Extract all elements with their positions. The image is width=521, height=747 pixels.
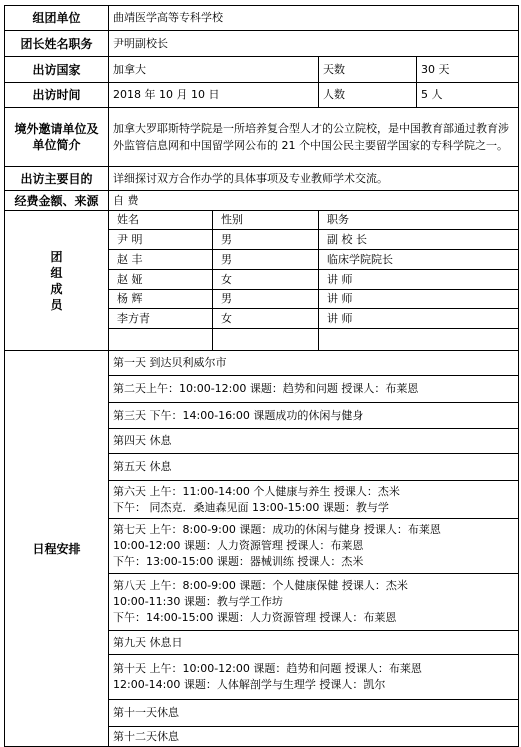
schedule-line: 第十一天休息 xyxy=(113,706,179,719)
member-name: 赵 丰 xyxy=(109,250,213,270)
member-gender xyxy=(213,329,319,351)
schedule-line: 10:00-11:30 课题：教与学工作坊 xyxy=(113,595,283,608)
schedule-line: 第四天 休息 xyxy=(113,434,172,447)
time-label: 出访时间 xyxy=(5,83,109,108)
country-value: 加拿大 xyxy=(109,57,319,83)
purpose-label: 出访主要目的 xyxy=(5,167,109,191)
members-label-char: 成 xyxy=(50,281,63,296)
member-name: 杨 辉 xyxy=(109,290,213,309)
purpose-value: 详细探讨双方合作办学的具体事项及专业教师学术交流。 xyxy=(109,167,519,191)
days-label: 天数 xyxy=(319,57,417,83)
schedule-line: 第十天 上午：10:00-12:00 课题：趋势和问题 授课人：布莱恩 xyxy=(113,662,422,675)
member-title: 讲 师 xyxy=(319,270,519,290)
member-gender: 男 xyxy=(213,250,319,270)
member-name: 尹 明 xyxy=(109,230,213,250)
funding-label: 经费金额、来源 xyxy=(5,191,109,211)
days-value: 30 天 xyxy=(417,57,519,83)
schedule-line: 第三天 下午：14:00-16:00 课题成功的休闲与健身 xyxy=(113,408,364,422)
member-name: 赵 娅 xyxy=(109,270,213,290)
schedule-line: 第六天 上午：11:00-14:00 个人健康与养生 授课人：杰米 xyxy=(113,484,400,498)
members-header-name: 姓名 xyxy=(109,211,213,230)
schedule-day-1 xyxy=(109,351,519,376)
people-value: 5 人 xyxy=(417,83,519,108)
country-label: 出访国家 xyxy=(5,57,109,83)
schedule-line: 下午： 同杰克．桑迪森见面 13:00-15:00 课题：教与学 xyxy=(113,500,389,514)
schedule-line: 下午：13:00-15:00 课题：器械训练 授课人：杰米 xyxy=(113,555,364,568)
members-label-char: 组 xyxy=(50,265,63,280)
schedule-line: 第八天 上午：8:00-9:00 课题：个人健康保健 授课人：杰米 xyxy=(113,579,408,592)
schedule-day-8 xyxy=(109,574,519,631)
members-header-title: 职务 xyxy=(319,211,519,230)
members-label-char: 员 xyxy=(50,297,63,312)
people-label: 人数 xyxy=(319,83,417,108)
time-value: 2018 年 10 月 10 日 xyxy=(109,83,319,108)
member-gender: 男 xyxy=(213,290,319,309)
schedule-label: 日程安排 xyxy=(5,351,109,747)
schedule-day-10 xyxy=(109,655,519,700)
member-gender: 男 xyxy=(213,230,319,250)
leader-value: 尹明副校长 xyxy=(109,31,519,57)
schedule-line: 第二天上午：10:00-12:00 课题：趋势和问题 授课人：布莱恩 xyxy=(113,382,419,395)
inviter-text: 加拿大罗耶斯特学院是一所培养复合型人才的公立院校，是中国教育部通过教育涉外监管信息网和中国留学网公布的 21 个中国公民主要留学国家的专科学院之一。 xyxy=(113,122,509,152)
schedule-line: 第七天 上午：8:00-9:00 课题：成功的休闲与健身 授课人：布莱恩 xyxy=(113,523,441,536)
schedule-line: 第五天 休息 xyxy=(113,460,172,473)
schedule-line: 10:00-12:00 课题：人力资源管理 授课人：布莱恩 xyxy=(113,539,364,552)
inviter-label: 境外邀请单位及单位简介 xyxy=(5,108,109,167)
member-gender: 女 xyxy=(213,270,319,290)
leader-label: 团长姓名职务 xyxy=(5,31,109,57)
schedule-day-5 xyxy=(109,454,519,481)
member-name xyxy=(109,329,213,351)
schedule-day-7 xyxy=(109,519,519,574)
schedule-line: 下午：14:00-15:00 课题：人力资源管理 授课人：布莱恩 xyxy=(113,611,397,624)
member-title xyxy=(319,329,519,351)
schedule-day-6 xyxy=(109,481,519,519)
group-unit-label: 组团单位 xyxy=(5,6,109,31)
members-label-char: 团 xyxy=(50,249,63,264)
funding-value: 自 费 xyxy=(109,191,519,211)
inviter-description xyxy=(109,108,519,167)
schedule-line: 12:00-14:00 课题：人体解剖学与生理学 授课人：凯尔 xyxy=(113,678,386,691)
member-name: 李方青 xyxy=(109,309,213,329)
schedule-line: 第一天 到达贝利威尔市 xyxy=(113,356,227,369)
schedule-line: 第九天 休息日 xyxy=(113,635,183,649)
schedule-day-2 xyxy=(109,376,519,403)
schedule-day-3 xyxy=(109,403,519,429)
group-unit-value: 曲靖医学高等专科学校 xyxy=(109,6,519,31)
member-title: 讲 师 xyxy=(319,290,519,309)
member-gender: 女 xyxy=(213,309,319,329)
visit-form-table xyxy=(4,5,519,747)
member-title: 临床学院院长 xyxy=(319,250,519,270)
schedule-day-11 xyxy=(109,700,519,727)
members-header-gender: 性别 xyxy=(213,211,319,230)
schedule-day-12 xyxy=(109,727,519,747)
members-label xyxy=(5,211,109,351)
schedule-day-4 xyxy=(109,429,519,454)
schedule-line: 第十二天休息 xyxy=(113,729,179,743)
member-title: 副 校 长 xyxy=(319,230,519,250)
member-title: 讲 师 xyxy=(319,309,519,329)
schedule-day-9 xyxy=(109,631,519,655)
